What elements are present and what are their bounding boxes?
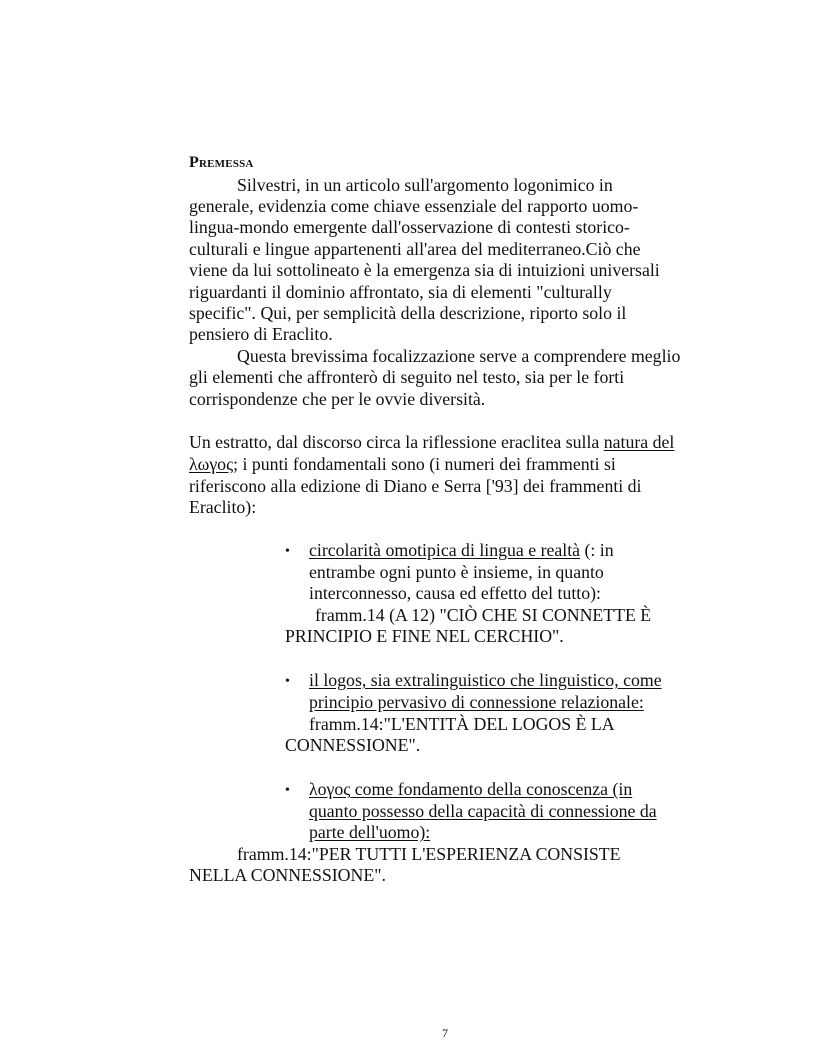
greek-term: λωγος [189,454,234,474]
text-line: riferiscono alla edizione di Diano e Serra ['93] dei frammenti di [189,476,642,496]
text-line: specific". Qui, per semplicità della descrizione, riporto solo il [189,303,627,323]
page-number: 7 [442,1026,448,1040]
bullet-icon: • [285,783,290,798]
text-line: interconnesso, causa ed effetto del tutto): [309,583,601,603]
fragment-quote: CONNESSIONE". [285,735,421,755]
text-line: lingua-mondo emergente dall'osservazione di contesti storico- [189,217,630,237]
fragment-quote: PRINCIPIO E FINE NEL CERCHIO". [285,626,564,646]
underlined-phrase: natura del [603,432,675,452]
fragment-quote: framm.14 (A 12) "CIÒ CHE SI CONNETTE È [315,605,652,625]
section-heading: Premessa [189,154,254,171]
text-fragment: Un estratto, dal discorso circa la riflessione eraclitea sulla [189,432,604,452]
text-line: il logos, sia extralinguistico che linguistico, come [309,670,662,690]
text-line [189,432,674,453]
text-line: viene da lui sottolineato è la emergenza sia di intuizioni universali [189,260,660,280]
text-line: pensiero di Eraclito. [189,324,333,344]
text-line: gli elementi che affronterò di seguito nel testo, sia per le forti [189,367,625,387]
greek-term: λογος [309,779,351,799]
text-line: quanto possesso della capacità di connessione da [309,801,657,821]
bullet-icon: • [285,544,290,559]
underlined-phrase: circolarità omotipica di lingua e realtà [309,540,581,560]
text-line: principio pervasivo di connessione relazionale: [309,692,644,712]
text-line: parte dell'uomo): [309,822,431,842]
text-line [309,779,632,800]
fragment-quote: framm.14:"L'ENTITÀ DEL LOGOS È LA [309,714,615,734]
text-fragment: (: in [580,540,614,560]
text-line: corrispondenze che per le ovvie diversità. [189,389,486,409]
text-line: culturali e lingue appartenenti all'area del mediterraneo.Ciò che [189,239,641,259]
text-line: generale, evidenzia come chiave essenziale del rapporto uomo- [189,196,639,216]
text-line [189,454,616,475]
text-fragment: ; i punti fondamentali sono (i numeri dei frammenti si [233,454,616,474]
text-line: Silvestri, in un articolo sull'argomento logonimico in [237,175,613,195]
fragment-quote: NELLA CONNESSIONE". [189,865,386,885]
text-line [309,540,614,561]
text-line: Eraclito): [189,497,257,517]
text-line: entrambe ogni punto è insieme, in quanto [309,562,604,582]
text-line: riguardanti il dominio affrontato, sia di elementi "culturally [189,282,612,302]
text-fragment: come fondamento della conoscenza (in [350,779,633,799]
fragment-quote: framm.14:"PER TUTTI L'ESPERIENZA CONSISTE [237,844,621,864]
text-line: Questa brevissima focalizzazione serve a comprendere meglio [237,346,681,366]
bullet-icon: • [285,674,290,689]
